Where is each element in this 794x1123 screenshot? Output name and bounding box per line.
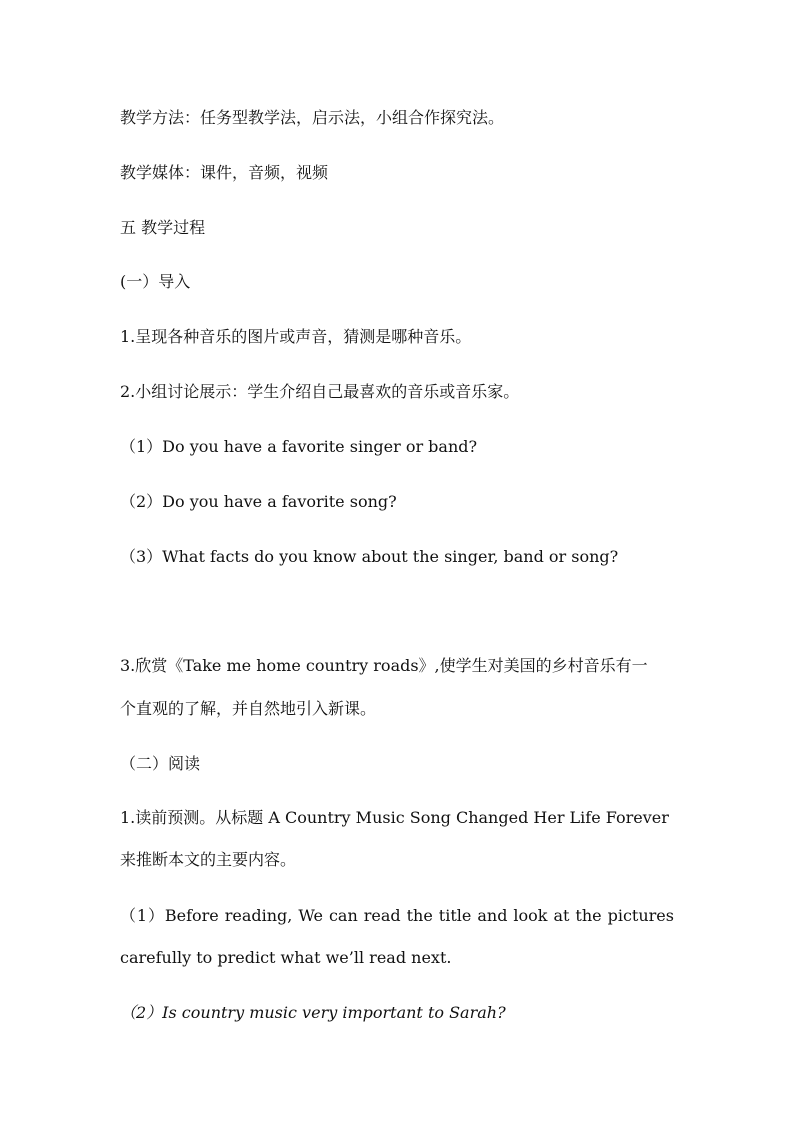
reading-question-2: （2）Is country music very important to Sarah? <box>120 1003 506 1022</box>
subheading-reading: （二）阅读 <box>120 754 201 773</box>
discussion-question-2: （2）Do you have a favorite song? <box>120 492 397 511</box>
discussion-question-1: （1）Do you have a favorite singer or band? <box>120 437 478 456</box>
intro-item-2: 2.小组讨论展示：学生介绍自己最喜欢的音乐或音乐家。 <box>120 382 520 401</box>
subheading-introduction: (一）导入 <box>120 272 191 291</box>
intro-item-1: 1.呈现各种音乐的图片或声音，猜测是哪种音乐。 <box>120 327 472 346</box>
teaching-method-line: 教学方法：任务型教学法，启示法，小组合作探究法。 <box>120 108 505 127</box>
reading-item-1-line-1: 1.读前预测。从标题 A Country Music Song Changed Her Life Forever <box>120 808 669 827</box>
teaching-media-line: 教学媒体：课件，音频，视频 <box>120 163 329 182</box>
intro-item-3-line-2: 个直观的了解，并自然地引入新课。 <box>120 699 377 718</box>
intro-item-3-line-1: 3.欣赏《Take me home country roads》,使学生对美国的乡村音乐有一 <box>120 656 648 675</box>
reading-question-1-line-2: carefully to predict what we’ll read next. <box>120 948 452 967</box>
reading-question-1-line-1: （1）Before reading, We can read the title and look at the pictures <box>120 906 674 925</box>
reading-item-1-line-2: 来推断本文的主要内容。 <box>120 850 297 869</box>
discussion-question-3: （3）What facts do you know about the singer, band or song? <box>120 547 619 566</box>
section-heading-teaching-process: 五 教学过程 <box>120 218 206 237</box>
